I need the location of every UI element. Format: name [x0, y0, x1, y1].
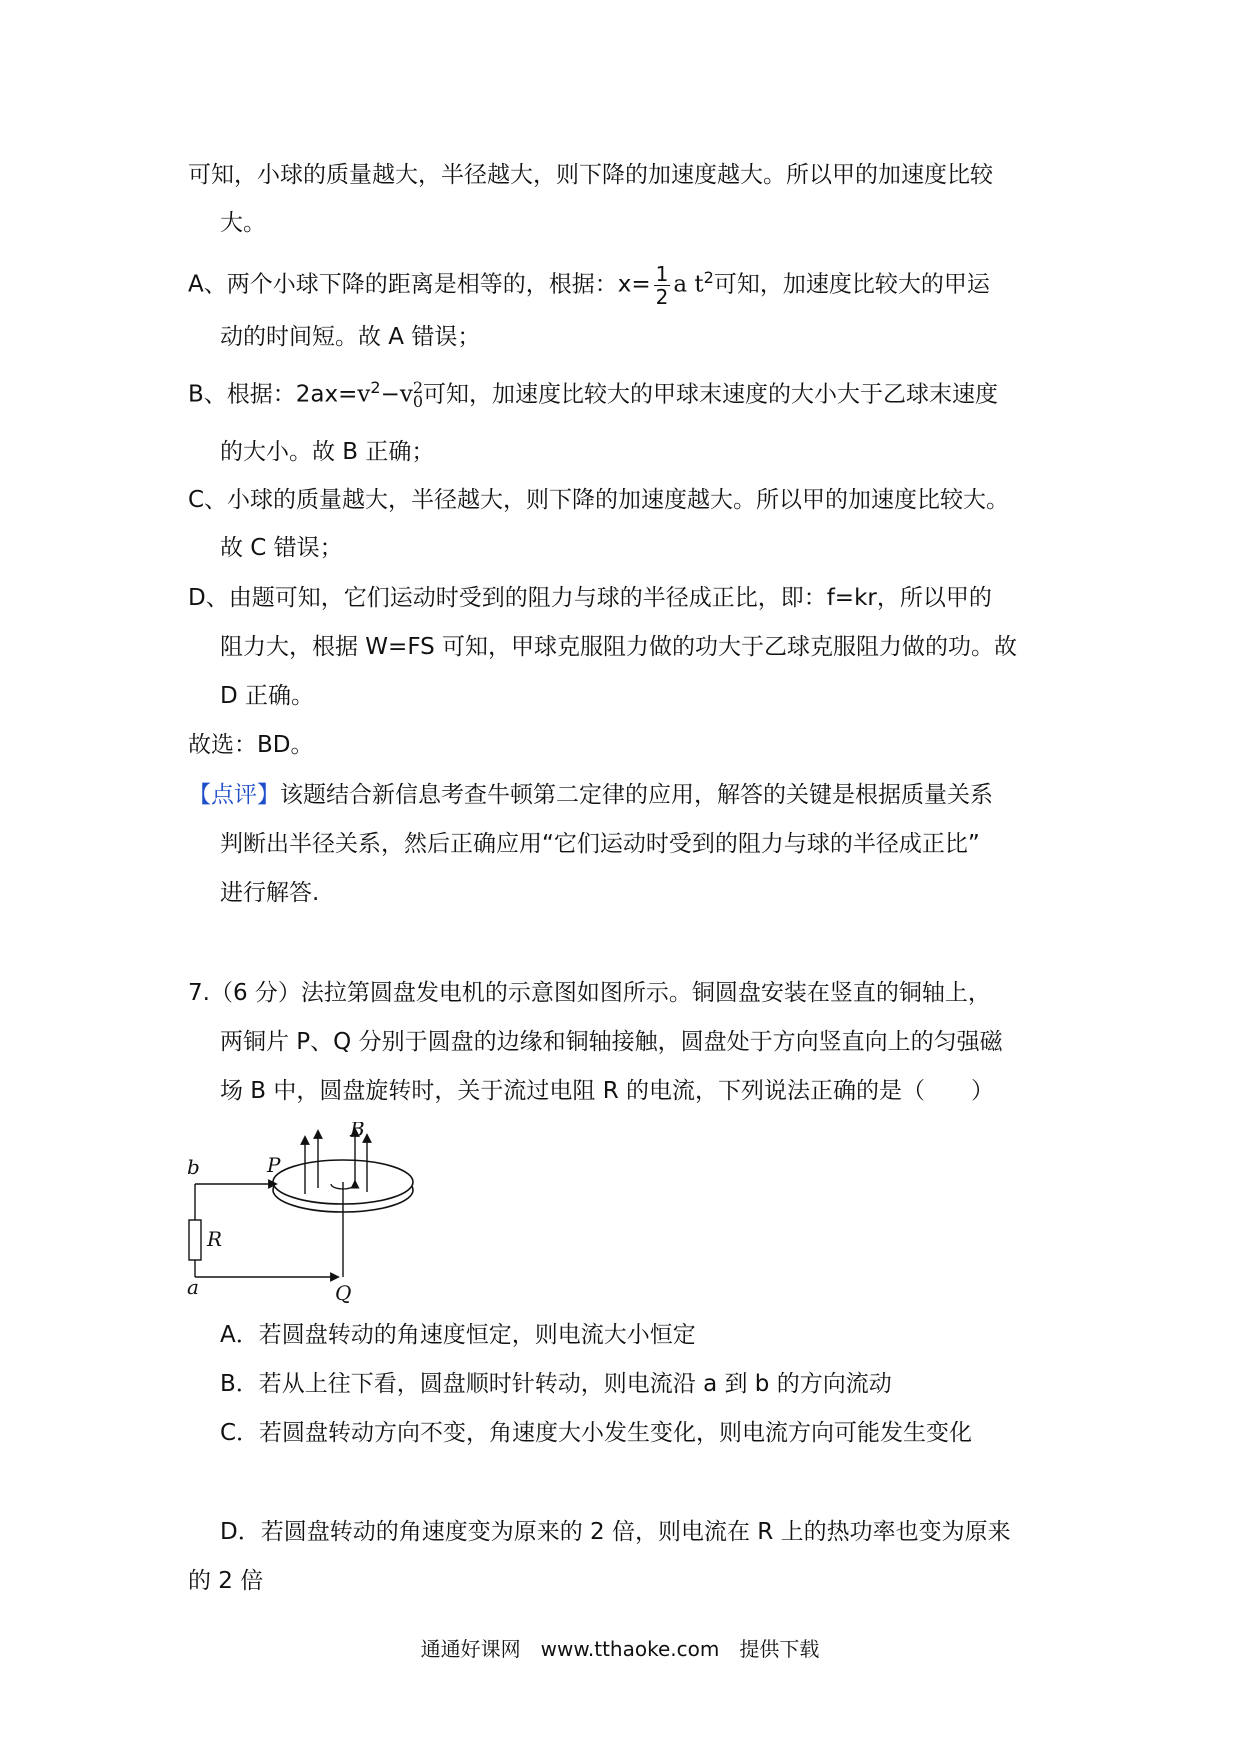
text-line: 阻力大，根据 W=FS 可知，甲球克服阻力做的功大于乙球克服阻力做的功。故	[220, 634, 1018, 660]
question-line: 两铜片 P、Q 分别于圆盘的边缘和铜轴接触，圆盘处于方向竖直向上的匀强磁	[220, 1029, 1003, 1055]
text-line: 动的时间短。故 A 错误；	[220, 324, 481, 350]
text-line: 可知，小球的质量越大，半径越大，则下降的加速度越大。所以甲的加速度比较	[188, 162, 993, 188]
label-Q: Q	[335, 1281, 352, 1305]
faraday-disc-figure	[185, 1122, 445, 1312]
question-line: 7.（6 分）法拉第圆盘发电机的示意图如图所示。铜圆盘安装在竖直的铜轴上，	[188, 980, 991, 1006]
fraction	[654, 263, 671, 308]
choice-b: B．若从上往下看，圆盘顺时针转动，则电流沿 a 到 b 的方向流动	[220, 1371, 892, 1397]
answer-line: 故选：BD。	[188, 732, 314, 758]
formula-v: v	[357, 381, 371, 408]
formula-at: a t	[673, 271, 704, 298]
resistor	[189, 1220, 201, 1260]
option-b-line	[188, 373, 998, 410]
formula-sub: 0	[412, 392, 424, 412]
option-b-suffix: 可知，加速度比较大的甲球末速度的大小大于乙球末速度	[423, 381, 999, 408]
fraction-numerator: 1	[655, 261, 669, 286]
text-line: D 正确。	[220, 683, 315, 709]
option-b-prefix: B、根据：2ax=	[188, 381, 358, 408]
text-line: 大。	[220, 210, 266, 236]
label-a: a	[187, 1275, 199, 1299]
choice-c: C．若圆盘转动方向不变，角速度大小发生变化，则电流方向可能发生变化	[220, 1420, 973, 1446]
text-line: D、由题可知，它们运动时受到的阻力与球的半径成正比，即：f=kr，所以甲的	[188, 585, 992, 611]
formula-sup: 2	[370, 378, 381, 397]
question-line: 场 B 中，圆盘旋转时，关于流过电阻 R 的电流，下列说法正确的是（ ）	[220, 1078, 995, 1104]
fraction-denominator: 2	[655, 284, 669, 309]
text-line: C、小球的质量越大，半径越大，则下降的加速度越大。所以甲的加速度比较大。	[188, 487, 1010, 513]
label-b: b	[187, 1155, 200, 1179]
comment-text: 该题结合新信息考查牛顿第二定律的应用，解答的关键是根据质量关系	[280, 782, 993, 808]
option-a-prefix: A、两个小球下降的距离是相等的，根据：x=	[188, 271, 651, 298]
choice-d-cont: 的 2 倍	[188, 1568, 264, 1594]
choice-a: A．若圆盘转动的角速度恒定，则电流大小恒定	[220, 1322, 696, 1348]
label-R: R	[207, 1227, 223, 1251]
text-line: 的大小。故 B 正确；	[220, 439, 435, 465]
formula-minus-v: −v	[380, 381, 413, 408]
comment-line	[188, 780, 993, 810]
formula-sup: 2	[412, 378, 424, 398]
formula-sup: 2	[703, 268, 714, 287]
option-a-line	[188, 258, 990, 308]
page-footer: 通通好课网 www.tthaoke.com 提供下载	[420, 1637, 820, 1661]
label-P: P	[267, 1153, 281, 1177]
choice-d: D．若圆盘转动的角速度变为原来的 2 倍，则电流在 R 上的热功率也变为原来	[220, 1519, 1011, 1545]
text-line: 进行解答.	[220, 880, 320, 906]
formula-supsub	[412, 378, 424, 412]
option-a-suffix: 可知，加速度比较大的甲运	[713, 271, 990, 298]
comment-tag: 【点评】	[188, 782, 280, 808]
text-line: 故 C 错误；	[220, 535, 343, 561]
label-B: B	[350, 1122, 365, 1141]
text-line: 判断出半径关系，然后正确应用“它们运动时受到的阻力与球的半径成正比”	[220, 831, 980, 857]
